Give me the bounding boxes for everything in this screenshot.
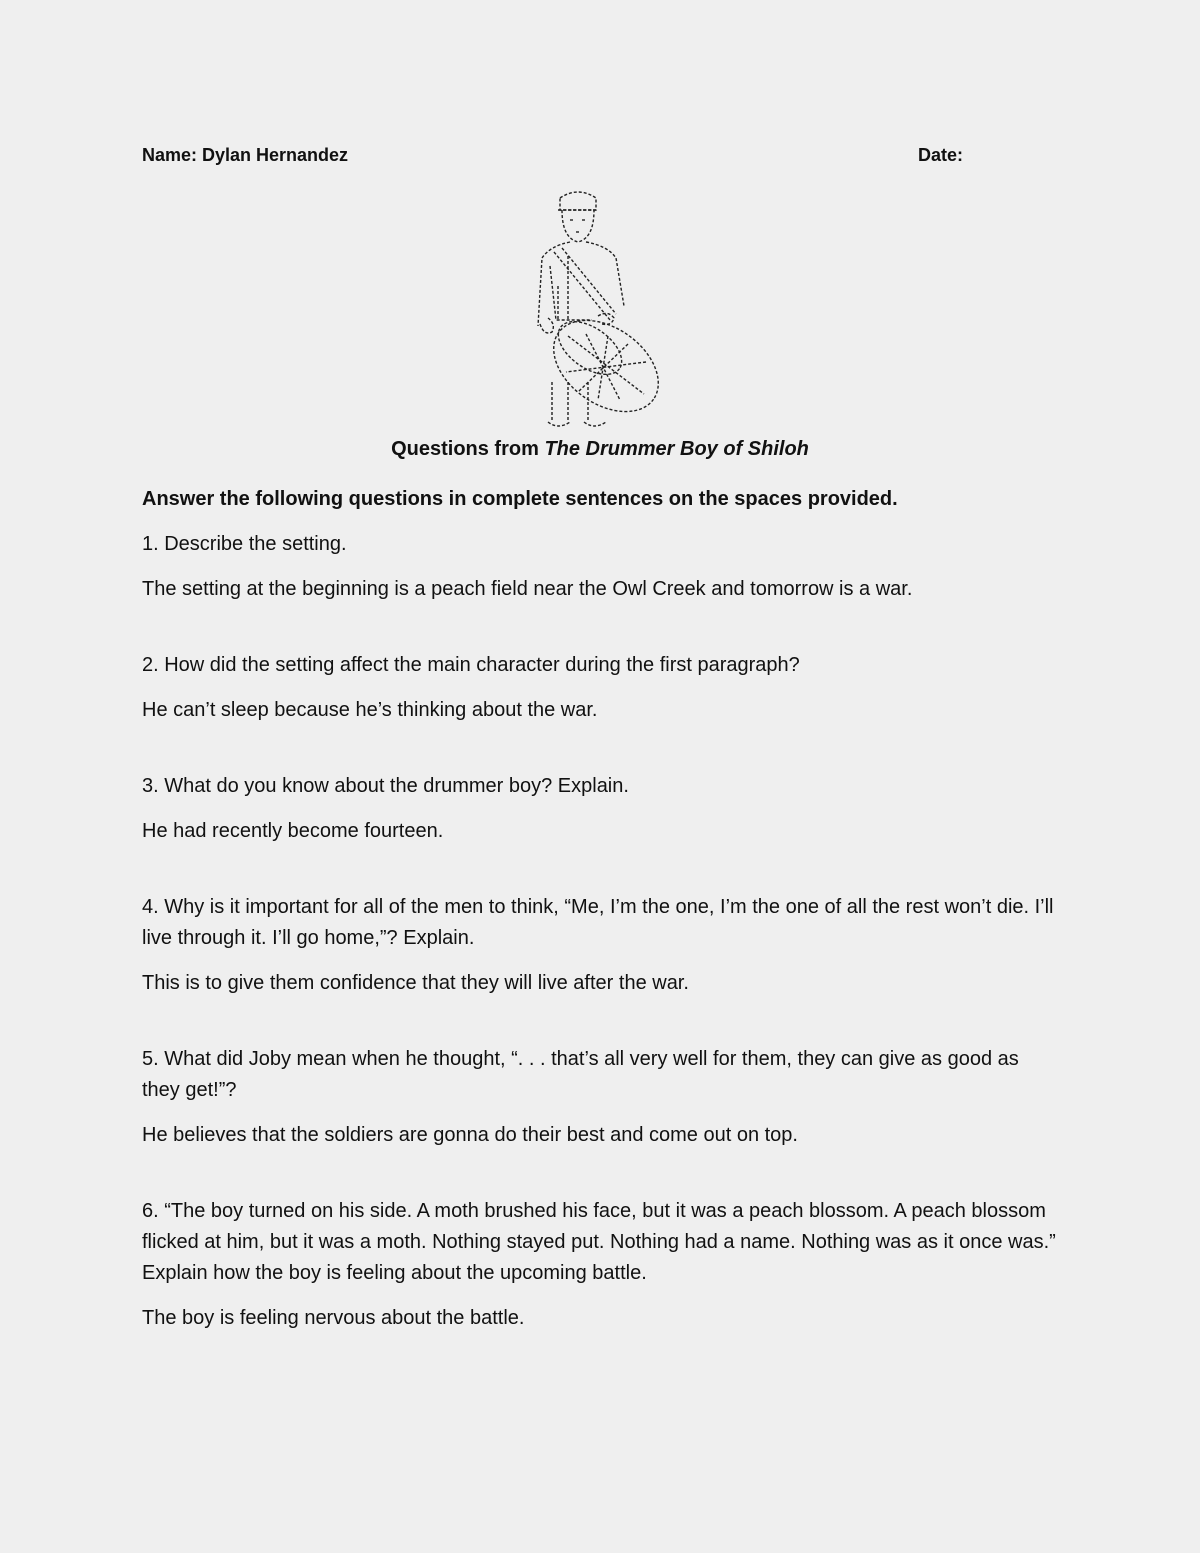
answer-2: He can’t sleep because he’s thinking about the war. [142,699,598,721]
answer-4: This is to give them confidence that they will live after the war. [142,972,689,994]
question-1: 1. Describe the setting. [142,533,347,555]
worksheet-title [0,438,1200,461]
answer-5: He believes that the soldiers are gonna do their best and come out on top. [142,1124,798,1146]
question-6: 6. “The boy turned on his side. A moth brushed his face, but it was a peach blossom. A peach blossom flicked at him, but it was a moth. Nothing stayed put. Nothing had a name. Nothing was as it once was.” Explain how the boy is feeling about the upcoming battle. [142,1200,1056,1284]
drummer-boy-illustration-icon [528,186,668,430]
answer-6: The boy is feeling nervous about the battle. [142,1307,525,1329]
instructions: Answer the following questions in complete sentences on the spaces provided. [142,488,898,510]
question-5: 5. What did Joby mean when he thought, “. . . that’s all very well for them, they can give as good as they get!”? [142,1048,1019,1101]
question-3: 3. What do you know about the drummer boy? Explain. [142,775,629,797]
worksheet-content [142,484,1062,1379]
date-label: Date: [918,145,964,165]
title-prefix: Questions from [391,438,545,460]
answer-1: The setting at the beginning is a peach field near the Owl Creek and tomorrow is a war. [142,578,913,600]
book-title: The Drummer Boy of Shiloh [544,438,809,460]
question-4: 4. Why is it important for all of the men to think, “Me, I’m the one, I’m the one of all the rest won’t die. I’ll live through it. I’ll go home,”? Explain. [142,896,1054,949]
student-name: Name: Dylan Hernandez [142,145,349,165]
answer-3: He had recently become fourteen. [142,820,444,842]
question-2: 2. How did the setting affect the main character during the first paragraph? [142,654,800,676]
